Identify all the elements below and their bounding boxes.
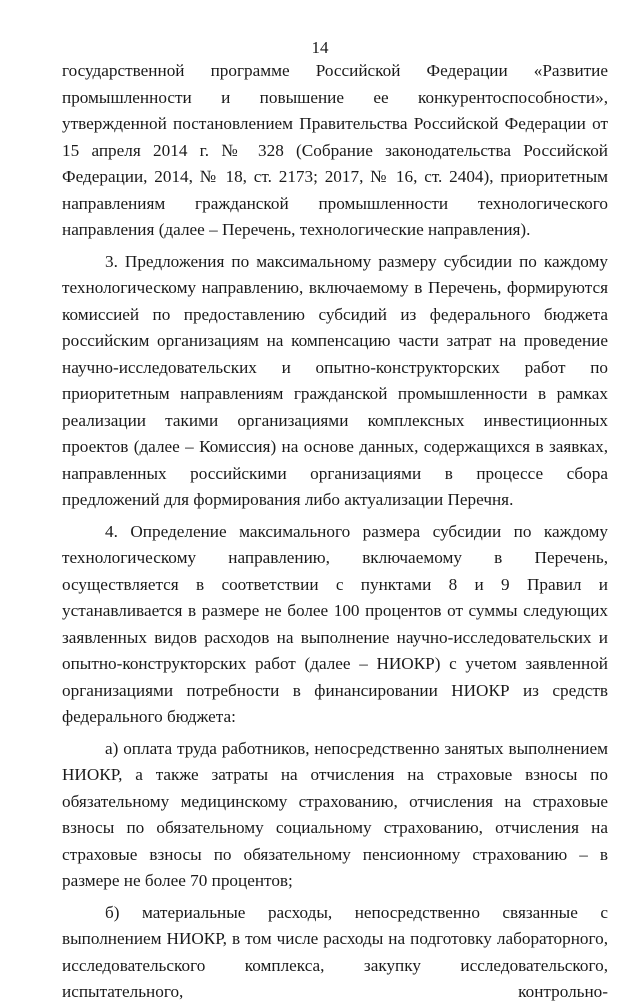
paragraph-continuation: государственной программе Российской Федерации «Развитие промышленности и повышение ее конкурентоспособности», утвержденной постановлением Правительства Российской Федерации от 15 апреля 2014 г. № 328 (Собрание законодательства Российской Федерации, 2014, № 18, ст. 2173; 2017, № 16, ст. 2404), приоритетным направлениям гражданской промышленности технологического направления (далее – Перечень, технологические направления). — [62, 61, 608, 239]
paragraph-item-4: 4. Определение максимального размера субсидии по каждому технологическому направлению, включаемому в Перечень, осуществляется в соответствии с пунктами 8 и 9 Правил и устанавливается в размере не более 100 процентов от суммы следующих заявленных видов расходов на выполнение научно-исследовательских и опытно-конструкторских работ (далее – НИОКР) с учетом заявленной организациями потребности в финансировании НИОКР из средств федерального бюджета: — [62, 521, 608, 726]
paragraph-subitem-a: а) оплата труда работников, непосредственно занятых выполнением НИОКР, а также затраты на отчисления на страховые взносы по обязательному медицинскому страхованию, отчисления на страховые взносы по обязательному социальному страхованию, отчисления на страховые взносы по обязательному пенсионному страхованию – в размере не более 70 процентов; — [62, 738, 608, 890]
page-number: 14 — [311, 38, 329, 57]
document-body — [62, 58, 608, 1006]
paragraph-item-3: 3. Предложения по максимальному размеру субсидии по каждому технологическому направлению, включаемому в Перечень, формируются комиссией по предоставлению субсидий из федерального бюджета российским организациям на компенсацию части затрат на проведение научно-исследовательских и опытно-конструкторских работ по приоритетным направлениям гражданской промышленности в рамках реализации такими организациями комплексных инвестиционных проектов (далее – Комиссия) на основе данных, содержащихся в заявках, направленных российскими организациями в процессе сбора предложений для формирования либо актуализации Перечня. — [62, 251, 608, 509]
paragraph-subitem-b: б) материальные расходы, непосредственно связанные с выполнением НИОКР, в том числе расходы на подготовку лабораторного, исследовательского комплекса, закупку исследовательского, испытательного, контрольно- — [62, 902, 608, 1001]
